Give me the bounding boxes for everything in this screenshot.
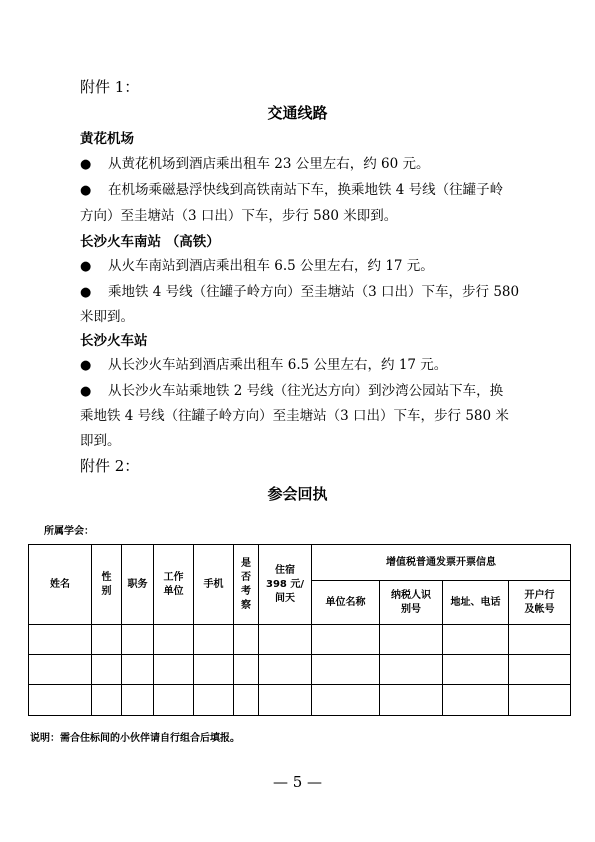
header-work-unit: 工作 单位 — [154, 545, 194, 625]
header-bank-account: 开户行 及帐号 — [509, 581, 571, 625]
note-text: 说明：需合住标间的小伙伴请自行组合后填报。 — [30, 733, 240, 744]
section-heading-station: 长沙火车站 — [80, 333, 148, 349]
attachment-2-label: 附件 2： — [80, 457, 140, 475]
header-address-phone: 地址、电话 — [443, 581, 509, 625]
route-text: 从火车南站到酒店乘出租车 6.5 公里左右，约 17 元。 — [108, 258, 434, 274]
route-text: 在机场乘磁悬浮快线到高铁南站下车，换乘地铁 4 号线（往罐子岭 — [108, 182, 504, 198]
bullet-icon: ● — [80, 183, 92, 198]
section-heading-airport: 黄花机场 — [80, 131, 134, 147]
header-name: 姓名 — [29, 545, 92, 625]
page-number: — 5 — — [272, 773, 323, 791]
route-text: 从长沙火车站到酒店乘出租车 6.5 公里左右，约 17 元。 — [108, 357, 448, 373]
route-text: 即到。 — [80, 433, 121, 449]
bullet-icon: ● — [80, 285, 92, 300]
header-tax-id: 纳税人识 别号 — [380, 581, 443, 625]
route-text: 从长沙火车站乘地铁 2 号线（往光达方向）到沙湾公园站下车，换 — [108, 383, 504, 399]
table-row — [29, 655, 571, 685]
route-text: 乘地铁 4 号线（往罐子岭方向）至圭塘站（3 口出）下车，步行 580 米 — [80, 408, 509, 424]
header-invoice-info: 增值税普通发票开票信息 — [312, 545, 571, 581]
header-inspection: 是 否 考 察 — [234, 545, 259, 625]
bullet-icon: ● — [80, 259, 92, 274]
header-unit-name: 单位名称 — [312, 581, 380, 625]
route-text: 乘地铁 4 号线（往罐子岭方向）至圭塘站（3 口出）下车，步行 580 — [108, 284, 520, 300]
title-transport: 交通线路 — [267, 104, 328, 122]
society-label: 所属学会： — [44, 526, 94, 537]
header-gender: 性 别 — [92, 545, 122, 625]
attachment-1-label: 附件 1： — [80, 78, 140, 96]
bullet-icon: ● — [80, 358, 92, 373]
bullet-icon: ● — [80, 157, 92, 172]
title-reply: 参会回执 — [267, 485, 328, 503]
route-text: 方向）至圭塘站（3 口出）下车，步行 580 米即到。 — [80, 208, 398, 224]
header-lodging: 住宿 398 元/ 间天 — [259, 545, 312, 625]
table-row — [29, 685, 571, 716]
reply-table — [28, 544, 571, 716]
bullet-icon: ● — [80, 384, 92, 399]
section-heading-south-station: 长沙火车南站 （高铁） — [80, 234, 220, 250]
table-row — [29, 625, 571, 655]
route-text: 从黄花机场到酒店乘出租车 23 公里左右，约 60 元。 — [108, 156, 430, 172]
header-position: 职务 — [122, 545, 154, 625]
route-text: 米即到。 — [80, 309, 134, 325]
header-phone: 手机 — [194, 545, 234, 625]
